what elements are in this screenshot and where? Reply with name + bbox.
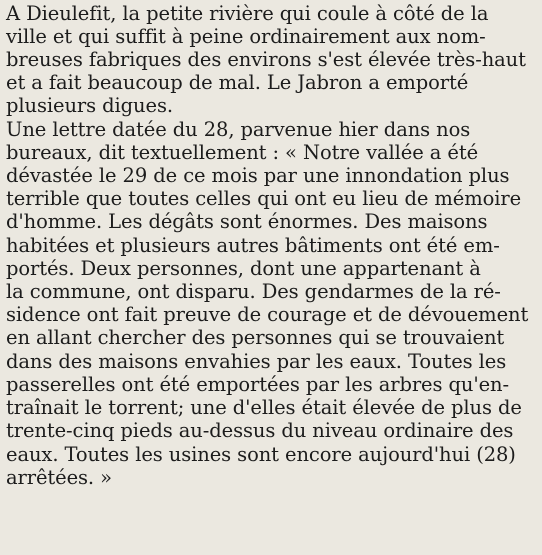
text-line: et a fait beaucoup de mal. Le Jabron a emporté	[6, 71, 469, 94]
text-line: terrible que toutes celles qui ont eu lieu de mémoire	[6, 187, 522, 210]
text-line: trente-cinq pieds au-dessus du niveau ordinaire des	[6, 419, 514, 442]
text-line: A Dieulefit, la petite rivière qui coule à côté de la	[6, 2, 489, 25]
text-line: la commune, ont disparu. Des gendarmes de la ré-	[6, 280, 501, 303]
text-line: plusieurs digues.	[6, 94, 173, 117]
text-line: habitées et plusieurs autres bâtiments ont été em-	[6, 234, 500, 257]
text-line: portés. Deux personnes, dont une appartenant à	[6, 257, 481, 280]
text-line: ville et qui suffit à peine ordinairement aux nom-	[6, 25, 486, 48]
text-line: dévastée le 29 de ce mois par une innondation plus	[6, 164, 510, 187]
text-line: dans des maisons envahies par les eaux. Toutes les	[6, 350, 507, 373]
text-line: traînait le torrent; une d'elles était élevée de plus de	[6, 396, 522, 419]
text-line: eaux. Toutes les usines sont encore aujourd'hui (28)	[6, 443, 516, 466]
text-line: en allant chercher des personnes qui se trouvaient	[6, 326, 505, 349]
text-line: d'homme. Les dégâts sont énormes. Des maisons	[6, 210, 488, 233]
text-line: passerelles ont été emportées par les arbres qu'en-	[6, 373, 509, 396]
text-line: sidence ont fait preuve de courage et de dévouement	[6, 303, 529, 326]
text-line: arrêtées. »	[6, 466, 112, 489]
text-line: Une lettre datée du 28, parvenue hier dans nos	[6, 118, 471, 141]
text-line: bureaux, dit textuellement : « Notre vallée a été	[6, 141, 479, 164]
text-line: breuses fabriques des environs s'est élevée très-haut	[6, 48, 526, 71]
